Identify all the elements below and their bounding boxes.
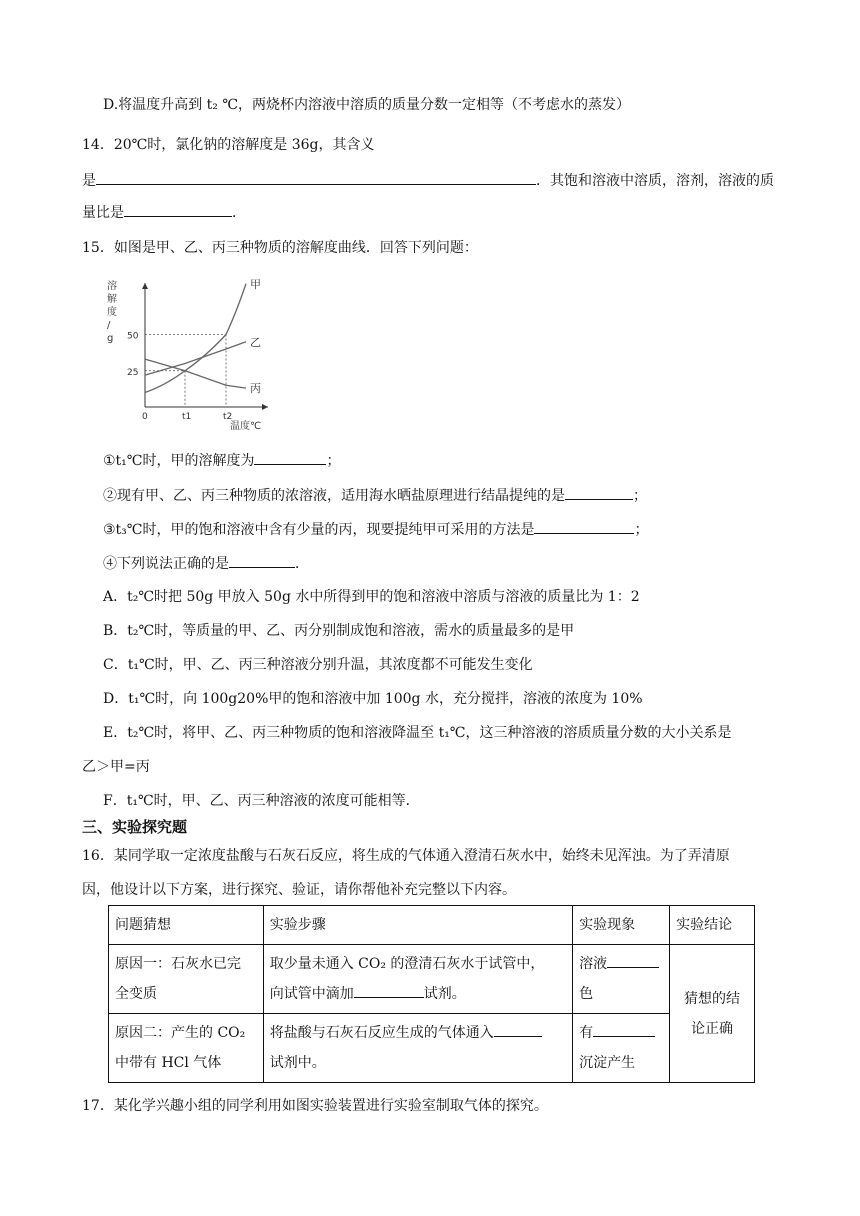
cell-text: 全变质 (115, 986, 157, 1002)
q16-line2: 因，他设计以下方案，进行探究、验证，请你帮他补充完整以下内容。 (82, 882, 516, 898)
q13-option-d: D.将温度升高到 t₂ ℃，两烧杯内溶液中溶质的质量分数一定相等（不考虑水的蒸发） (103, 97, 630, 113)
table-cell-guess (109, 945, 264, 1014)
y-axis-label-char: 解 (107, 294, 117, 305)
y-axis-label-char: / (107, 320, 111, 331)
q15-stem: 15．如图是甲、乙、丙三种物质的溶解度曲线．回答下列问题： (82, 240, 478, 256)
q14-answer-blank-1[interactable] (96, 170, 536, 185)
cell-text: 沉淀产生 (579, 1055, 636, 1071)
table-cell-phenomenon (573, 945, 670, 1014)
cell-text: 论正确 (691, 1020, 734, 1037)
table-cell-conclusion (670, 945, 755, 1083)
series-line-甲 (145, 284, 246, 393)
q14-line3-prefix: 量比是 (82, 205, 124, 221)
q14-line3-suffix: ． (232, 205, 246, 221)
q15-option-b: B．t₂℃时，等质量的甲、乙、丙分别制成饱和溶液，需水的质量最多的是甲 (103, 623, 575, 639)
q14-answer-blank-2[interactable] (124, 202, 232, 217)
q15-sub4-blank[interactable] (229, 553, 295, 568)
cell-text (579, 1018, 663, 1048)
q15-option-e-cont: 乙＞甲=丙 (82, 759, 150, 775)
q15-option-f: F．t₁℃时，甲、乙、丙三种溶液的浓度可能相等． (103, 793, 420, 809)
cell-text: 原因一：石灰水已完 (115, 956, 241, 972)
q15-sub3-blank[interactable] (534, 519, 634, 534)
q16-line1: 16．某同学取一定浓度盐酸与石灰石反应，将生成的气体通入澄清石灰水中，始终未见浑浊。为了弄清原 (82, 848, 730, 864)
experiment-table (108, 905, 755, 1083)
x-tick-label: t1 (182, 412, 192, 422)
q15-sub3-prefix: ③t₃℃时，甲的饱和溶液中含有少量的丙，现要提纯甲可采用的方法是 (103, 522, 535, 538)
section-heading: 三、实验探究题 (82, 818, 188, 836)
q14-prefix: 是 (82, 173, 96, 189)
cell-text: 猜想的结 (684, 990, 741, 1007)
table-cell-phenomenon (573, 1014, 670, 1083)
table-row (109, 945, 755, 1014)
table-header-cell: 实验结论 (670, 906, 755, 945)
q17-line1: 17．某化学兴趣小组的同学利用如图实验装置进行实验室制取气体的探究。 (82, 1098, 548, 1114)
q15-sub2-suffix: ； (633, 488, 647, 504)
y-axis-label-char: 溶 (107, 281, 117, 292)
q15-sub4 (103, 553, 309, 574)
table-header-cell: 问题猜想 (109, 906, 264, 945)
y-tick-label: 50 (127, 331, 139, 342)
x-axis-arrow (262, 404, 268, 410)
cell-text-prefix: 将盐酸与石灰石反应生成的气体通入 (269, 1025, 494, 1041)
q15-sub2 (103, 485, 647, 506)
q15-sub1-blank[interactable] (254, 450, 326, 465)
cell-text-prefix: 向试管中滴加 (269, 986, 354, 1002)
cell-text: 色 (579, 986, 594, 1002)
series-label: 甲 (250, 277, 261, 291)
table-header-cell: 实验步骤 (263, 906, 572, 945)
cell-text: 试剂中。 (269, 1055, 326, 1071)
cell-text (270, 1018, 566, 1048)
solubility-chart (103, 275, 283, 435)
q15-sub3-suffix: ； (634, 522, 649, 538)
q15-option-a: A．t₂℃时把 50g 甲放入 50g 水中所得到甲的饱和溶液中溶质与溶液的质量比为 1：2 (103, 589, 640, 605)
table-header-row (109, 906, 755, 945)
series-line-乙 (145, 342, 246, 375)
table-cell-step (263, 1014, 572, 1083)
q15-sub2-prefix: ②现有甲、乙、丙三种物质的浓溶液，适用海水晒盐原理进行结晶提纯的是 (103, 488, 565, 504)
cell-text: 取少量未通入 CO₂ 的澄清石灰水于试管中， (269, 956, 545, 972)
series-label: 丙 (250, 382, 261, 396)
q14-line1: 14．20℃时，氯化钠的溶解度是 36g，其含义 (82, 137, 375, 153)
chart-series (145, 284, 246, 393)
q15-sub4-suffix: ． (295, 556, 309, 572)
q15-sub1-suffix: ； (326, 453, 341, 469)
cell-text (579, 949, 663, 979)
y-axis-label-char: 度 (107, 307, 117, 318)
cell-text-suffix: 试剂。 (423, 986, 466, 1002)
cell-text-prefix: 有 (579, 1025, 594, 1041)
cell-text-prefix: 溶液 (579, 956, 608, 972)
q15-sub1-prefix: ①t₁℃时，甲的溶解度为 (103, 453, 255, 469)
x-axis-label: 温度℃ (230, 421, 262, 432)
q14-line2 (82, 170, 774, 191)
q15-sub3 (103, 519, 648, 540)
table-blank-gas-reagent[interactable] (494, 1022, 542, 1037)
y-axis-label-char: g (107, 333, 114, 344)
q15-option-d: D．t₁℃时，向 100g20%甲的饱和溶液中加 100g 水，充分搅拌，溶液的浓度为 10% (103, 691, 643, 707)
q14-line3 (82, 202, 246, 223)
q15-option-e: E．t₂℃时，将甲、乙、丙三种物质的饱和溶液降温至 t₁℃，这三种溶液的溶质质量分数的大小关系是 (103, 725, 732, 741)
q15-option-c: C．t₁℃时，甲、乙、丙三种溶液分别升温，其浓度都不可能发生变化 (103, 657, 533, 673)
q14-suffix: ．其饱和溶液中溶质，溶剂，溶液的质 (536, 173, 774, 189)
table-cell-guess (109, 1014, 264, 1083)
table-header-cell: 实验现象 (573, 906, 670, 945)
series-label: 乙 (250, 335, 261, 349)
x-tick-label: 0 (142, 412, 148, 422)
table-cell-step (263, 945, 572, 1014)
chart-labels (107, 278, 261, 432)
cell-text (270, 979, 566, 1009)
table-blank-reagent[interactable] (354, 983, 424, 998)
q15-sub4-prefix: ④下列说法正确的是 (103, 556, 229, 572)
q15-sub2-blank[interactable] (565, 485, 633, 500)
table-blank-precipitate[interactable] (593, 1022, 655, 1037)
cell-text: 原因二：产生的 CO₂ (115, 1025, 246, 1041)
table-blank-color[interactable] (607, 953, 659, 968)
table-row (109, 1014, 755, 1083)
x-tick-label: t2 (223, 412, 233, 422)
y-axis-arrow (142, 283, 148, 289)
y-tick-label: 25 (127, 367, 139, 378)
cell-text: 中带有 HCl 气体 (115, 1055, 222, 1071)
q15-sub1 (103, 450, 340, 471)
